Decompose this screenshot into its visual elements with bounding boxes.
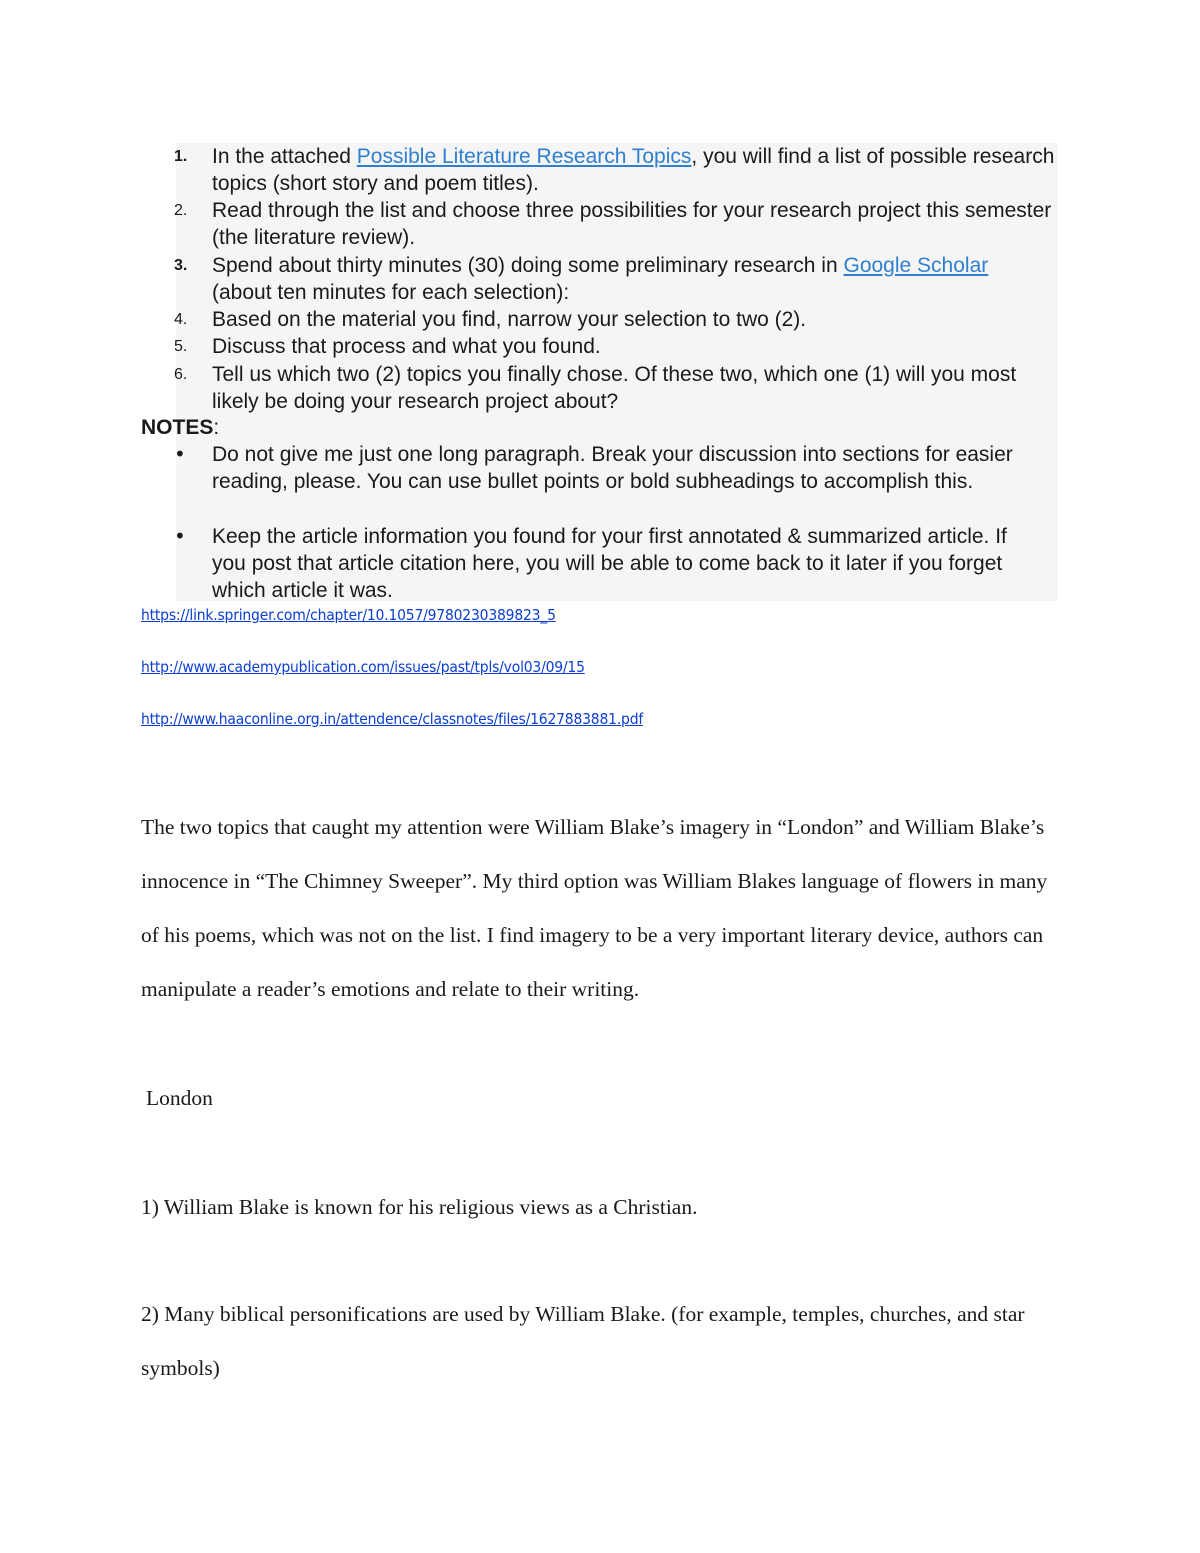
springer-link[interactable]: https://link.springer.com/chapter/10.1057/9780230389823_5 — [141, 606, 556, 624]
bullet-icon: • — [174, 524, 186, 548]
notes-label: NOTES — [141, 416, 214, 439]
list-item — [212, 252, 1012, 306]
haaconline-link[interactable]: http://www.haaconline.org.in/attendence/classnotes/files/1627883881.pdf — [141, 710, 644, 728]
list-item: Read through the list and choose three possibilities for your research project this semester (the literature review). — [212, 199, 1052, 249]
item-text: In the attached — [212, 145, 357, 168]
notes-heading — [141, 414, 219, 441]
list-number: 5. — [174, 338, 188, 355]
item-text: Spend about thirty minutes (30) doing some preliminary research in — [212, 254, 844, 277]
essay-paragraph: The two topics that caught my attention were William Blake’s imagery in “London” and William Blake’s innocence in “The Chimney Sweeper”. My third option was William Blakes language of flowers in many of his poems, which was not on the list. I find imagery to be a very important literary device, authors can manipulate a reader’s emotions and relate to their writing. — [141, 815, 1048, 1001]
list-item: Tell us which two (2) topics you finally chose. Of these two, which one (1) will you most likely be doing your research project about? — [212, 363, 1017, 413]
list-number: 3. — [174, 257, 188, 274]
bullet-icon: • — [174, 442, 186, 466]
section-heading: London — [146, 1086, 213, 1110]
google-scholar-link[interactable]: Google Scholar — [843, 254, 989, 277]
list-item — [212, 143, 1062, 197]
item-text: , you will find a list of possible research topics (short story and poem titles). — [212, 145, 1055, 195]
list-number: 1. — [174, 148, 188, 165]
notes-colon: : — [213, 416, 220, 439]
literature-topics-link[interactable]: Possible Literature Research Topics — [356, 145, 692, 168]
point-one: 1) William Blake is known for his religious views as a Christian. — [141, 1195, 698, 1219]
list-item: Discuss that process and what you found. — [212, 335, 601, 358]
bullet-item: Do not give me just one long paragraph. Break your discussion into sections for easier reading, please. You can use bullet points or bold subheadings to accomplish this. — [212, 443, 1013, 493]
list-number: 2. — [174, 202, 188, 219]
item-text: (about ten minutes for each selection): — [212, 281, 570, 304]
list-item: Based on the material you find, narrow your selection to two (2). — [212, 308, 807, 331]
list-number: 6. — [174, 366, 188, 383]
bullet-item: Keep the article information you found for your first annotated & summarized article. If you post that article citation here, you will be able to come back to it later if you forget which article it was. — [212, 525, 1007, 602]
list-number: 4. — [174, 311, 188, 328]
point-two: 2) Many biblical personifications are used by William Blake. (for example, temples, churches, and star symbols) — [141, 1302, 1025, 1380]
academypublication-link[interactable]: http://www.academypublication.com/issues/past/tpls/vol03/09/15 — [141, 658, 585, 676]
